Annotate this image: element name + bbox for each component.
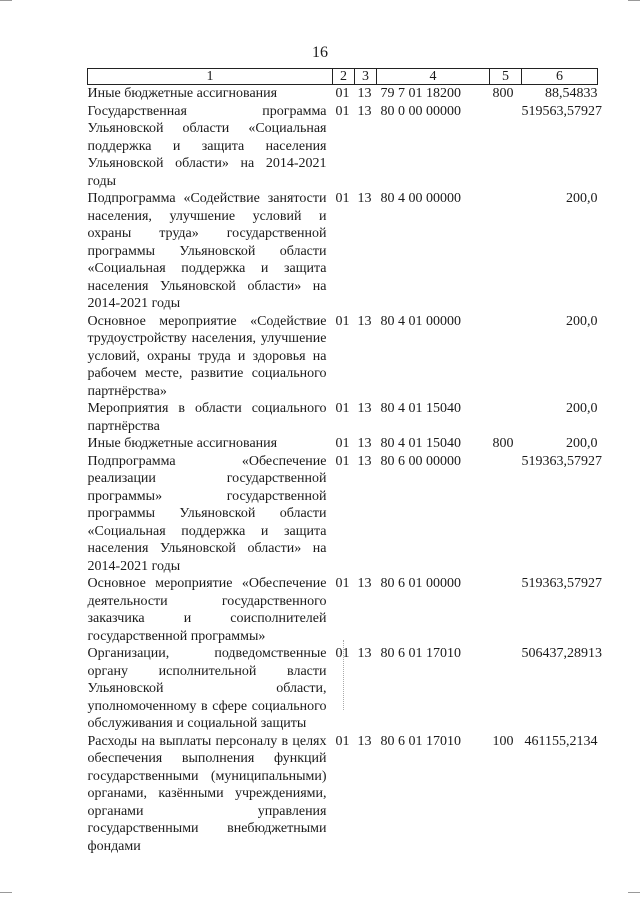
scan-dots [343,640,345,710]
amount-cell: 200,0 [566,191,598,206]
table-row [88,400,598,435]
code-cell: 80 6 01 00000 [380,576,461,591]
amount-cell: 200,0 [566,401,598,416]
table-row [88,103,598,191]
table-row [88,435,598,453]
row-name: Подпрограмма «Обеспечение реализации государственной программы» государственной программы Ульяновской области «Социальная поддержка и защита населения Ульяновской области» на 2014-2021 годы [87,453,327,574]
col5-cell: 800 [492,86,514,101]
col2-cell: 01 [335,401,350,416]
col5-cell [490,103,522,191]
col3-cell: 13 [357,646,372,661]
header-row [88,69,598,85]
amount-cell: 519363,57927 [521,453,602,469]
col2-cell: 01 [335,86,350,101]
row-name: Основное мероприятие «Содействие трудоустройству населения, улучшение условий, охраны труда и здоровья на рабочем месте, развитие социального партнёрства» [87,313,327,399]
margin-mark [0,892,12,893]
col5-cell [490,400,522,435]
col2-cell: 01 [335,646,350,661]
col5-cell [490,190,522,313]
header-cell: 4 [377,69,490,85]
code-cell: 80 4 01 00000 [380,313,461,329]
code-cell: 80 4 01 15040 [380,436,461,451]
col2-cell: 01 [335,191,350,206]
margin-mark [628,0,640,1]
table-row [88,575,598,645]
amount-cell: 519563,57927 [521,103,602,119]
row-name: Основное мероприятие «Обеспечение деятельности государственного заказчика и соисполнителей государственной программы» [87,576,327,644]
col2-cell: 01 [335,733,350,749]
col5-cell: 800 [492,436,514,451]
header-cell: 5 [490,69,522,85]
col3-cell: 13 [357,191,372,206]
code-cell: 80 4 00 00000 [380,191,461,206]
budget-table [87,68,602,855]
margin-mark [0,0,12,1]
col3-cell: 13 [357,453,372,469]
margin-mark [628,892,640,893]
code-cell: 80 0 00 00000 [380,103,461,119]
row-name: Организации, подведомственные органу исполнительной власти Ульяновской области, уполномоченному в сфере социального обслуживания и социальной защиты [87,646,327,731]
col2-cell: 01 [335,103,350,119]
table-row [88,453,598,576]
col5-cell [490,313,522,401]
col5-cell [490,575,522,645]
code-cell: 79 7 01 18200 [380,86,461,101]
col3-cell: 13 [357,103,372,119]
col5-cell [490,645,522,733]
table-row [88,313,598,401]
page-number: 16 [312,44,328,61]
col2-cell: 01 [335,436,350,451]
row-name: Расходы на выплаты персоналу в целях обеспечения выполнения функций государственными (муниципальными) органами, казёнными учреждениями, органами управления государственными внебюджетными фондами [87,733,327,854]
table-row [88,190,598,313]
col3-cell: 13 [357,313,372,329]
amount-cell: 461155,2134 [524,733,598,749]
row-name: Иные бюджетные ассигнования [87,86,278,101]
col5-cell: 100 [492,733,514,749]
amount-cell: 88,54833 [545,86,598,101]
amount-cell: 200,0 [566,313,598,329]
header-cell: 3 [355,69,377,85]
table-row [88,733,598,856]
col2-cell: 01 [335,313,350,329]
col3-cell: 13 [357,401,372,416]
amount-cell: 506437,28913 [521,646,602,661]
row-name: Подпрограмма «Содействие занятости населения, улучшение условий и охраны труда» государственной программы Ульяновской области «Социальная поддержка и защита населения Ульяновской области» на 2014-2021 годы [87,191,327,311]
code-cell: 80 4 01 15040 [380,401,461,416]
code-cell: 80 6 01 17010 [380,646,461,661]
row-name: Государственная программа Ульяновской области «Социальная поддержка и защита населения Ульяновской области» на 2014-2021 годы [87,103,327,189]
col3-cell: 13 [357,733,372,749]
col5-cell [490,453,522,576]
amount-cell: 519363,57927 [521,576,602,591]
code-cell: 80 6 00 00000 [380,453,461,469]
table-row [88,85,598,103]
col2-cell: 01 [335,453,350,469]
row-name: Иные бюджетные ассигнования [87,436,278,451]
col2-cell: 01 [335,576,350,591]
header-cell: 6 [522,69,598,85]
row-name: Мероприятия в области социального партнёрства [87,401,327,434]
col3-cell: 13 [357,576,372,591]
col3-cell: 13 [357,86,372,101]
header-cell: 1 [88,69,333,85]
amount-cell: 200,0 [566,436,598,451]
header-cell: 2 [333,69,355,85]
col3-cell: 13 [357,436,372,451]
code-cell: 80 6 01 17010 [380,733,461,749]
